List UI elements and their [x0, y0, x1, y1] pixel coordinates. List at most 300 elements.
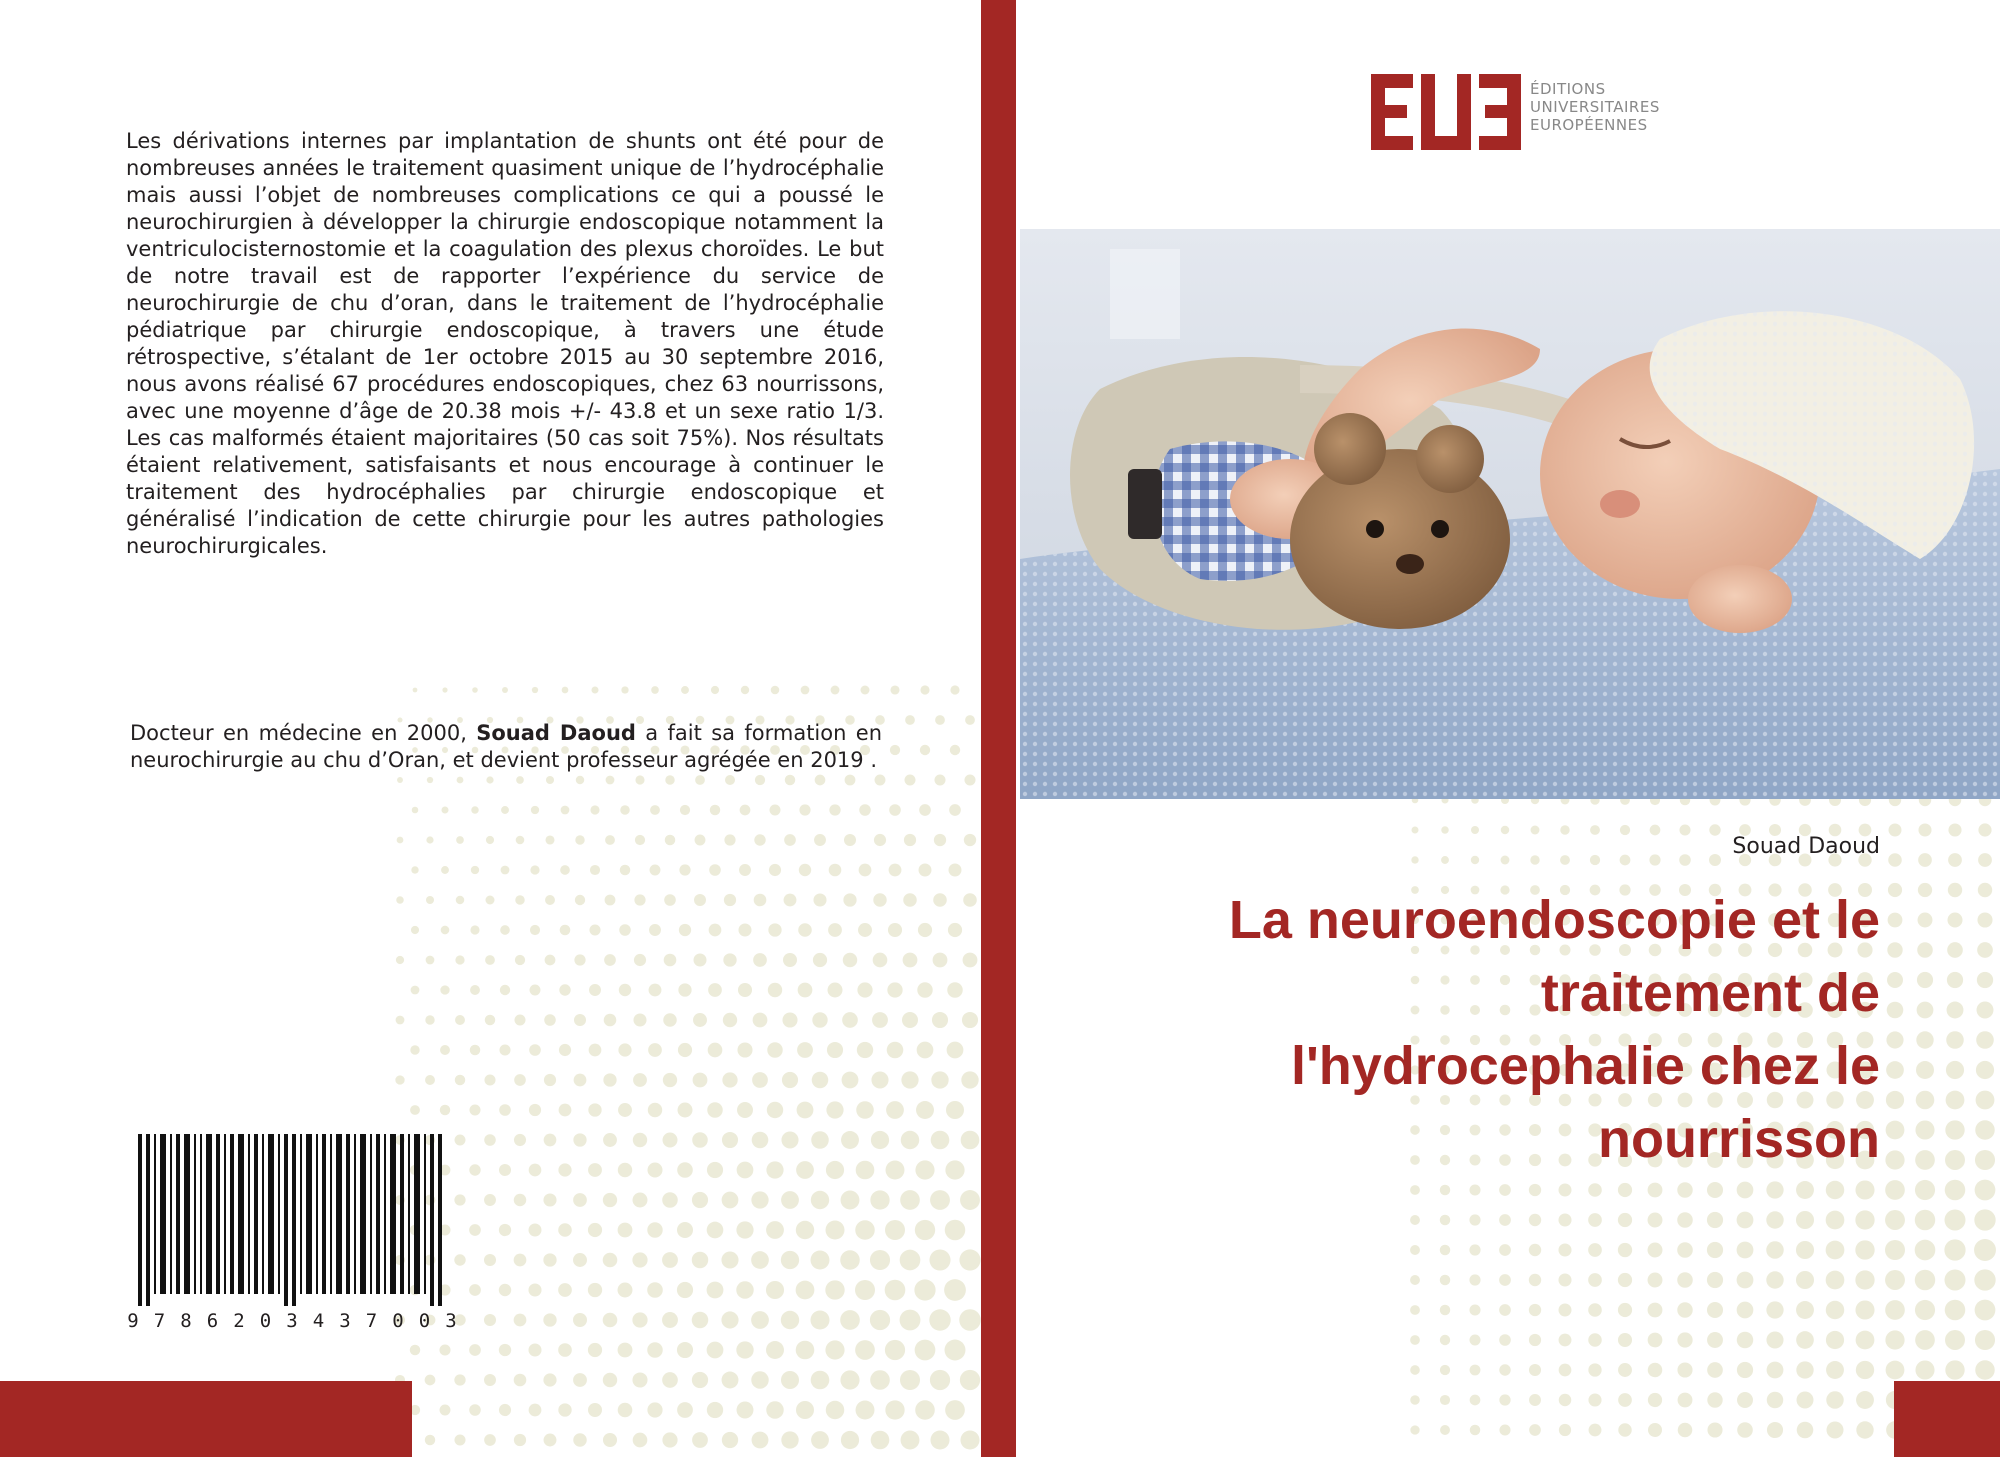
pattern-dot — [933, 893, 947, 907]
pattern-dot — [859, 864, 872, 877]
pattern-dot — [486, 776, 493, 783]
pattern-dot — [1440, 1215, 1451, 1226]
pattern-dot — [886, 1161, 905, 1180]
pattern-dot — [1885, 1330, 1904, 1349]
pattern-dot — [770, 805, 781, 816]
pattern-dot — [412, 807, 419, 814]
pattern-dot — [1648, 1423, 1662, 1437]
pattern-dot — [618, 1343, 633, 1358]
pattern-dot — [1796, 1331, 1814, 1349]
pattern-dot — [798, 983, 813, 998]
pattern-dot — [781, 1191, 799, 1209]
pattern-dot — [903, 893, 917, 907]
pattern-dot — [1737, 1362, 1753, 1378]
pattern-dot — [1469, 1244, 1480, 1255]
pattern-dot — [708, 983, 722, 997]
pattern-dot — [1559, 1364, 1572, 1377]
pattern-dot — [1737, 1182, 1754, 1199]
pattern-dot — [1529, 1304, 1541, 1316]
pattern-dot — [677, 1282, 693, 1298]
pattern-dot — [1649, 854, 1660, 865]
isbn-digit: 0 — [392, 1310, 404, 1332]
pattern-dot — [1677, 1212, 1693, 1228]
pattern-dot — [692, 1312, 709, 1329]
pattern-dot — [964, 834, 976, 846]
pattern-dot — [915, 1400, 935, 1420]
pattern-dot — [755, 775, 765, 785]
back-bottom-red-bar — [0, 1381, 412, 1457]
pattern-dot — [454, 1374, 465, 1385]
pattern-dot — [1559, 1304, 1572, 1317]
pattern-dot — [1707, 1212, 1723, 1228]
pattern-dot — [1915, 1330, 1935, 1350]
pattern-dot — [920, 685, 929, 694]
pattern-dot — [931, 1071, 948, 1088]
pattern-dot — [530, 985, 541, 996]
pattern-dot — [722, 1072, 737, 1087]
pattern-dot — [1887, 942, 1902, 957]
pattern-dot — [573, 1193, 587, 1207]
pattern-dot — [799, 864, 811, 876]
pattern-dot — [931, 1131, 950, 1150]
pattern-dot — [709, 864, 721, 876]
pattern-dot — [633, 1013, 646, 1026]
pattern-dot — [1887, 1002, 1904, 1019]
pattern-dot — [1620, 855, 1631, 866]
pattern-dot — [841, 1131, 859, 1149]
pattern-dot — [1559, 1184, 1572, 1197]
pattern-dot — [662, 1192, 678, 1208]
pattern-dot — [842, 1012, 858, 1028]
pattern-dot — [618, 1163, 632, 1177]
pattern-dot — [1677, 1362, 1692, 1377]
pattern-dot — [739, 924, 752, 937]
pattern-dot — [870, 1250, 890, 1270]
pattern-dot — [1855, 1210, 1874, 1229]
pattern-dot — [1827, 1422, 1844, 1439]
pattern-dot — [501, 866, 510, 875]
pattern-dot — [1975, 1180, 1996, 1201]
pattern-dot — [1499, 1244, 1511, 1256]
author-bio — [130, 720, 882, 774]
pattern-dot — [963, 893, 977, 907]
pattern-dot — [605, 895, 616, 906]
pattern-dot — [665, 835, 676, 846]
pattern-dot — [1737, 1272, 1754, 1289]
pattern-dot — [618, 1043, 631, 1056]
pattern-dot — [856, 1401, 875, 1420]
pattern-dot — [1677, 1332, 1692, 1347]
pattern-dot — [1766, 1301, 1783, 1318]
pattern-dot — [1946, 1031, 1964, 1049]
pattern-dot — [736, 1221, 753, 1238]
pattern-dot — [1947, 1002, 1964, 1019]
pattern-dot — [1529, 1184, 1541, 1196]
pattern-dot — [499, 1104, 511, 1116]
pattern-dot — [590, 805, 599, 814]
pattern-dot — [410, 1105, 420, 1115]
pattern-dot — [766, 1161, 783, 1178]
pattern-dot — [573, 1373, 587, 1387]
pattern-dot — [1560, 825, 1569, 834]
pattern-dot — [484, 1134, 496, 1146]
pattern-dot — [648, 1103, 662, 1117]
pattern-dot — [588, 1103, 601, 1116]
pattern-dot — [1855, 1240, 1874, 1259]
pattern-dot — [499, 1284, 511, 1296]
bio-text-start: Docteur en médecine en 2000, — [130, 721, 477, 745]
pattern-dot — [544, 1134, 557, 1147]
pattern-dot — [1707, 1182, 1723, 1198]
pattern-dot — [529, 1164, 542, 1177]
pattern-dot — [875, 775, 886, 786]
pattern-dot — [932, 1012, 948, 1028]
pattern-dot — [618, 1223, 633, 1238]
pattern-dot — [410, 1045, 419, 1054]
pattern-dot — [545, 955, 556, 966]
pattern-dot — [873, 893, 886, 906]
pattern-dot — [917, 982, 932, 997]
pattern-dot — [1976, 1061, 1994, 1079]
pattern-dot — [1412, 827, 1419, 834]
pattern-dot — [873, 953, 888, 968]
pattern-dot — [725, 775, 735, 785]
pattern-dot — [588, 1163, 602, 1177]
pattern-dot — [1618, 1303, 1632, 1317]
pattern-dot — [708, 1043, 723, 1058]
pattern-dot — [1886, 1031, 1903, 1048]
pattern-dot — [781, 1311, 799, 1329]
pattern-dot — [543, 1253, 556, 1266]
pattern-dot — [1767, 1362, 1784, 1379]
pattern-dot — [914, 1279, 935, 1300]
pattern-dot — [650, 865, 661, 876]
pattern-dot — [1915, 1150, 1935, 1170]
pattern-dot — [1410, 1395, 1419, 1404]
pattern-dot — [1885, 1270, 1905, 1290]
pattern-dot — [959, 1309, 981, 1331]
pattern-dot — [603, 1253, 618, 1268]
pattern-dot — [885, 1340, 905, 1360]
pattern-dot — [722, 1192, 739, 1209]
pattern-dot — [484, 1374, 496, 1386]
pattern-dot — [1648, 1243, 1663, 1258]
pattern-dot — [1946, 1061, 1964, 1079]
pattern-dot — [1886, 1361, 1905, 1380]
pattern-dot — [635, 775, 644, 784]
pattern-dot — [721, 1251, 738, 1268]
pattern-dot — [857, 1042, 873, 1058]
pattern-dot — [1916, 1061, 1934, 1079]
pattern-dot — [441, 926, 450, 935]
pattern-dot — [1916, 1031, 1933, 1048]
pattern-dot — [1440, 1365, 1450, 1375]
pattern-dot — [662, 1432, 677, 1447]
pattern-dot — [677, 1162, 693, 1178]
pattern-dot — [1470, 1395, 1481, 1406]
pattern-dot — [559, 1104, 572, 1117]
pattern-dot — [455, 1075, 466, 1086]
pattern-dot — [737, 1162, 754, 1179]
pattern-dot — [589, 984, 601, 996]
pattern-dot — [874, 834, 886, 846]
pattern-dot — [826, 1221, 845, 1240]
pattern-dot — [678, 1043, 692, 1057]
pattern-dot — [1499, 1424, 1510, 1435]
pattern-dot — [738, 983, 752, 997]
pattern-dot — [828, 923, 842, 937]
pattern-dot — [1440, 1305, 1450, 1315]
pattern-dot — [945, 1220, 966, 1241]
pattern-dot — [1886, 1121, 1905, 1140]
pattern-dot — [1976, 1031, 1994, 1049]
pattern-dot — [469, 1404, 481, 1416]
pattern-dot — [531, 806, 539, 814]
pattern-dot — [961, 1131, 980, 1150]
pattern-dot — [440, 1045, 450, 1055]
pattern-dot — [1588, 1213, 1602, 1227]
pattern-dot — [796, 1281, 815, 1300]
pattern-dot — [664, 894, 676, 906]
pattern-dot — [679, 924, 691, 936]
pattern-dot — [915, 1160, 934, 1179]
pattern-dot — [514, 1314, 527, 1327]
pattern-dot — [707, 1102, 722, 1117]
pattern-dot — [1410, 1185, 1420, 1195]
pattern-dot — [620, 805, 630, 815]
pattern-dot — [1826, 1331, 1844, 1349]
pattern-dot — [679, 864, 690, 875]
pattern-dot — [890, 685, 899, 694]
pattern-dot — [647, 1342, 663, 1358]
pattern-dot — [1678, 1423, 1693, 1438]
pattern-dot — [1707, 1272, 1723, 1288]
pattern-dot — [456, 896, 465, 905]
publisher-name — [1530, 80, 1660, 134]
pattern-dot — [707, 1402, 723, 1418]
pattern-dot — [934, 774, 945, 785]
pattern-dot — [440, 1105, 450, 1115]
pattern-dot — [1588, 1183, 1602, 1197]
summary-paragraph: Les dérivations internes par implantation de shunts ont été pour de nombreuses années le traitement quasiment unique de l’hydrocéphalie mais aussi l’objet de nombreuses complications ce qui a poussé le neurochirurgien à développer la chirurgie endoscopique notamment la ventriculocisternostomie et la coagulation des plexus choroïdes. Le but de notre travail est de rapporter l’expérience du service de neurochirurgie de chu d’oran, dans le traitement de l’hydrocéphalie pédiatrique par chirurgie endoscopique, à travers une étude rétrospective, s’étalant de 1er octobre 2015 au 30 septembre 2016, nous avons réalisé 67 procédures endoscopiques, chez 63 nourrissons, avec une moyenne d’âge de 20.38 mois +/- 43.8 et un sexe ratio 1/3. Les cas malformés étaient majoritaires (50 cas soit 75%). Nos résultats étaient relativement, satisfaisants et nous encourage à continuer le traitement des hydrocéphalies par chirurgie endoscopique et généralisé l’indication de cette chirurgie pour les autres pathologies neurochirurgicales. — [126, 129, 884, 558]
pattern-dot — [1410, 1305, 1420, 1315]
pattern-dot — [410, 1345, 420, 1355]
pattern-dot — [559, 1044, 571, 1056]
pattern-dot — [935, 715, 945, 725]
pattern-dot — [900, 1190, 920, 1210]
pattern-dot — [440, 985, 449, 994]
pattern-dot — [1560, 855, 1570, 865]
pattern-dot — [397, 777, 403, 783]
pattern-dot — [785, 775, 795, 785]
pattern-dot — [621, 686, 628, 693]
pattern-dot — [960, 1430, 979, 1449]
pattern-dot — [632, 1252, 647, 1267]
pattern-dot — [1589, 1424, 1602, 1437]
pattern-dot — [1440, 1275, 1451, 1286]
pattern-dot — [724, 834, 735, 845]
pattern-dot — [413, 688, 418, 693]
pattern-dot — [1470, 1335, 1481, 1346]
pattern-dot — [1620, 825, 1630, 835]
pattern-dot — [1559, 1394, 1572, 1407]
pattern-dot — [917, 1042, 934, 1059]
pattern-dot — [947, 1042, 964, 1059]
pattern-dot — [1944, 1209, 1965, 1230]
pattern-dot — [1826, 1271, 1845, 1290]
pattern-dot — [1796, 1241, 1814, 1259]
pattern-dot — [1767, 1422, 1783, 1438]
pattern-dot — [814, 834, 826, 846]
pattern-dot — [766, 1221, 784, 1239]
pattern-dot — [486, 836, 494, 844]
pattern-dot — [1737, 1422, 1753, 1438]
pattern-dot — [828, 983, 843, 998]
pattern-dot — [827, 1042, 843, 1058]
pattern-dot — [530, 925, 540, 935]
pattern-dot — [1889, 824, 1902, 837]
pattern-dot — [1915, 1360, 1934, 1379]
pattern-dot — [692, 1192, 708, 1208]
pattern-dot — [963, 953, 978, 968]
title-line: traitement de — [1540, 963, 1880, 1023]
pattern-dot — [1618, 1333, 1632, 1347]
pattern-dot — [650, 805, 660, 815]
pattern-dot — [752, 1432, 769, 1449]
pattern-dot — [753, 1013, 768, 1028]
pattern-dot — [900, 1370, 920, 1390]
pattern-dot — [633, 1433, 648, 1448]
pattern-dot — [801, 686, 810, 695]
pattern-dot — [1558, 1213, 1571, 1226]
pattern-dot — [1440, 1395, 1450, 1405]
pattern-dot — [888, 923, 902, 937]
pattern-dot — [857, 982, 872, 997]
pattern-dot — [603, 1193, 617, 1207]
pattern-dot — [1766, 1271, 1783, 1288]
isbn-digit: 3 — [286, 1310, 298, 1332]
pattern-dot — [918, 923, 932, 937]
pattern-dot — [950, 685, 959, 694]
pattern-dot — [1499, 1364, 1510, 1375]
pattern-dot — [1469, 1304, 1480, 1315]
pattern-dot — [472, 687, 478, 693]
pattern-dot — [1529, 1424, 1541, 1436]
pattern-dot — [1648, 1213, 1663, 1228]
pattern-dot — [603, 1133, 617, 1147]
pattern-dot — [707, 1342, 724, 1359]
pattern-dot — [1886, 1061, 1904, 1079]
pattern-dot — [1767, 1392, 1783, 1408]
pattern-dot — [1707, 1302, 1723, 1318]
pattern-dot — [574, 1014, 586, 1026]
pattern-dot — [663, 1013, 677, 1027]
pattern-dot — [499, 1044, 510, 1055]
pattern-dot — [887, 1042, 904, 1059]
pattern-dot — [573, 1313, 587, 1327]
pattern-dot — [1974, 1209, 1995, 1230]
pattern-dot — [544, 1434, 557, 1447]
pattern-dot — [1885, 1150, 1904, 1169]
pattern-dot — [576, 776, 584, 784]
pattern-dot — [558, 1283, 572, 1297]
pattern-dot — [711, 686, 719, 694]
pattern-dot — [514, 1074, 526, 1086]
pattern-dot — [618, 1283, 633, 1298]
pattern-dot — [1826, 1391, 1843, 1408]
pattern-dot — [707, 1162, 723, 1178]
pattern-dot — [1855, 1270, 1874, 1289]
pattern-dot — [856, 1101, 874, 1119]
pattern-dot — [1707, 1422, 1722, 1437]
pattern-dot — [588, 1223, 602, 1237]
pattern-dot — [1915, 1180, 1935, 1200]
pattern-dot — [798, 923, 812, 937]
pattern-dot — [485, 1015, 495, 1025]
pattern-dot — [1470, 1425, 1481, 1436]
pattern-dot — [1977, 912, 1992, 927]
pattern-dot — [840, 1370, 859, 1389]
pattern-dot — [797, 1102, 814, 1119]
title-line: nourrisson — [1597, 1109, 1880, 1169]
pattern-dot — [1558, 1273, 1571, 1286]
pattern-dot — [561, 806, 570, 815]
pattern-dot — [856, 1161, 875, 1180]
pattern-dot — [1975, 1300, 1996, 1321]
pattern-dot — [441, 806, 448, 813]
pattern-dot — [1856, 1421, 1873, 1438]
pattern-dot — [1915, 1120, 1934, 1139]
pattern-dot — [694, 954, 707, 967]
pattern-dot — [457, 777, 464, 784]
pattern-dot — [501, 806, 509, 814]
pattern-dot — [604, 954, 616, 966]
isbn-digit: 8 — [180, 1310, 192, 1332]
pattern-dot — [855, 1280, 875, 1300]
pattern-dot — [812, 1012, 827, 1027]
publisher-name-line: UNIVERSITAIRES — [1530, 98, 1660, 116]
pattern-dot — [766, 1401, 783, 1418]
pattern-dot — [861, 686, 870, 695]
pattern-dot — [1916, 1091, 1935, 1110]
pattern-dot — [1796, 1361, 1813, 1378]
pattern-dot — [662, 1372, 678, 1388]
pattern-dot — [751, 1371, 768, 1388]
pattern-dot — [1471, 826, 1479, 834]
pattern-dot — [1410, 1275, 1420, 1285]
pattern-dot — [1499, 1394, 1510, 1405]
pattern-dot — [1499, 1334, 1511, 1346]
pattern-dot — [903, 953, 918, 968]
pattern-dot — [737, 1402, 754, 1419]
pattern-dot — [425, 1015, 434, 1024]
pattern-dot — [692, 1432, 708, 1448]
pattern-dot — [783, 953, 797, 967]
pattern-dot — [1499, 1304, 1511, 1316]
pattern-dot — [396, 1016, 405, 1025]
pattern-dot — [811, 1251, 830, 1270]
pattern-dot — [484, 1314, 496, 1326]
pattern-dot — [1618, 1213, 1632, 1227]
pattern-dot — [815, 775, 826, 786]
pattern-dot — [1945, 1360, 1964, 1379]
pattern-dot — [905, 715, 915, 725]
pattern-dot — [619, 924, 631, 936]
pattern-dot — [1411, 856, 1418, 863]
pattern-dot — [900, 1250, 921, 1271]
pattern-dot — [1440, 1335, 1450, 1345]
pattern-dot — [741, 686, 749, 694]
